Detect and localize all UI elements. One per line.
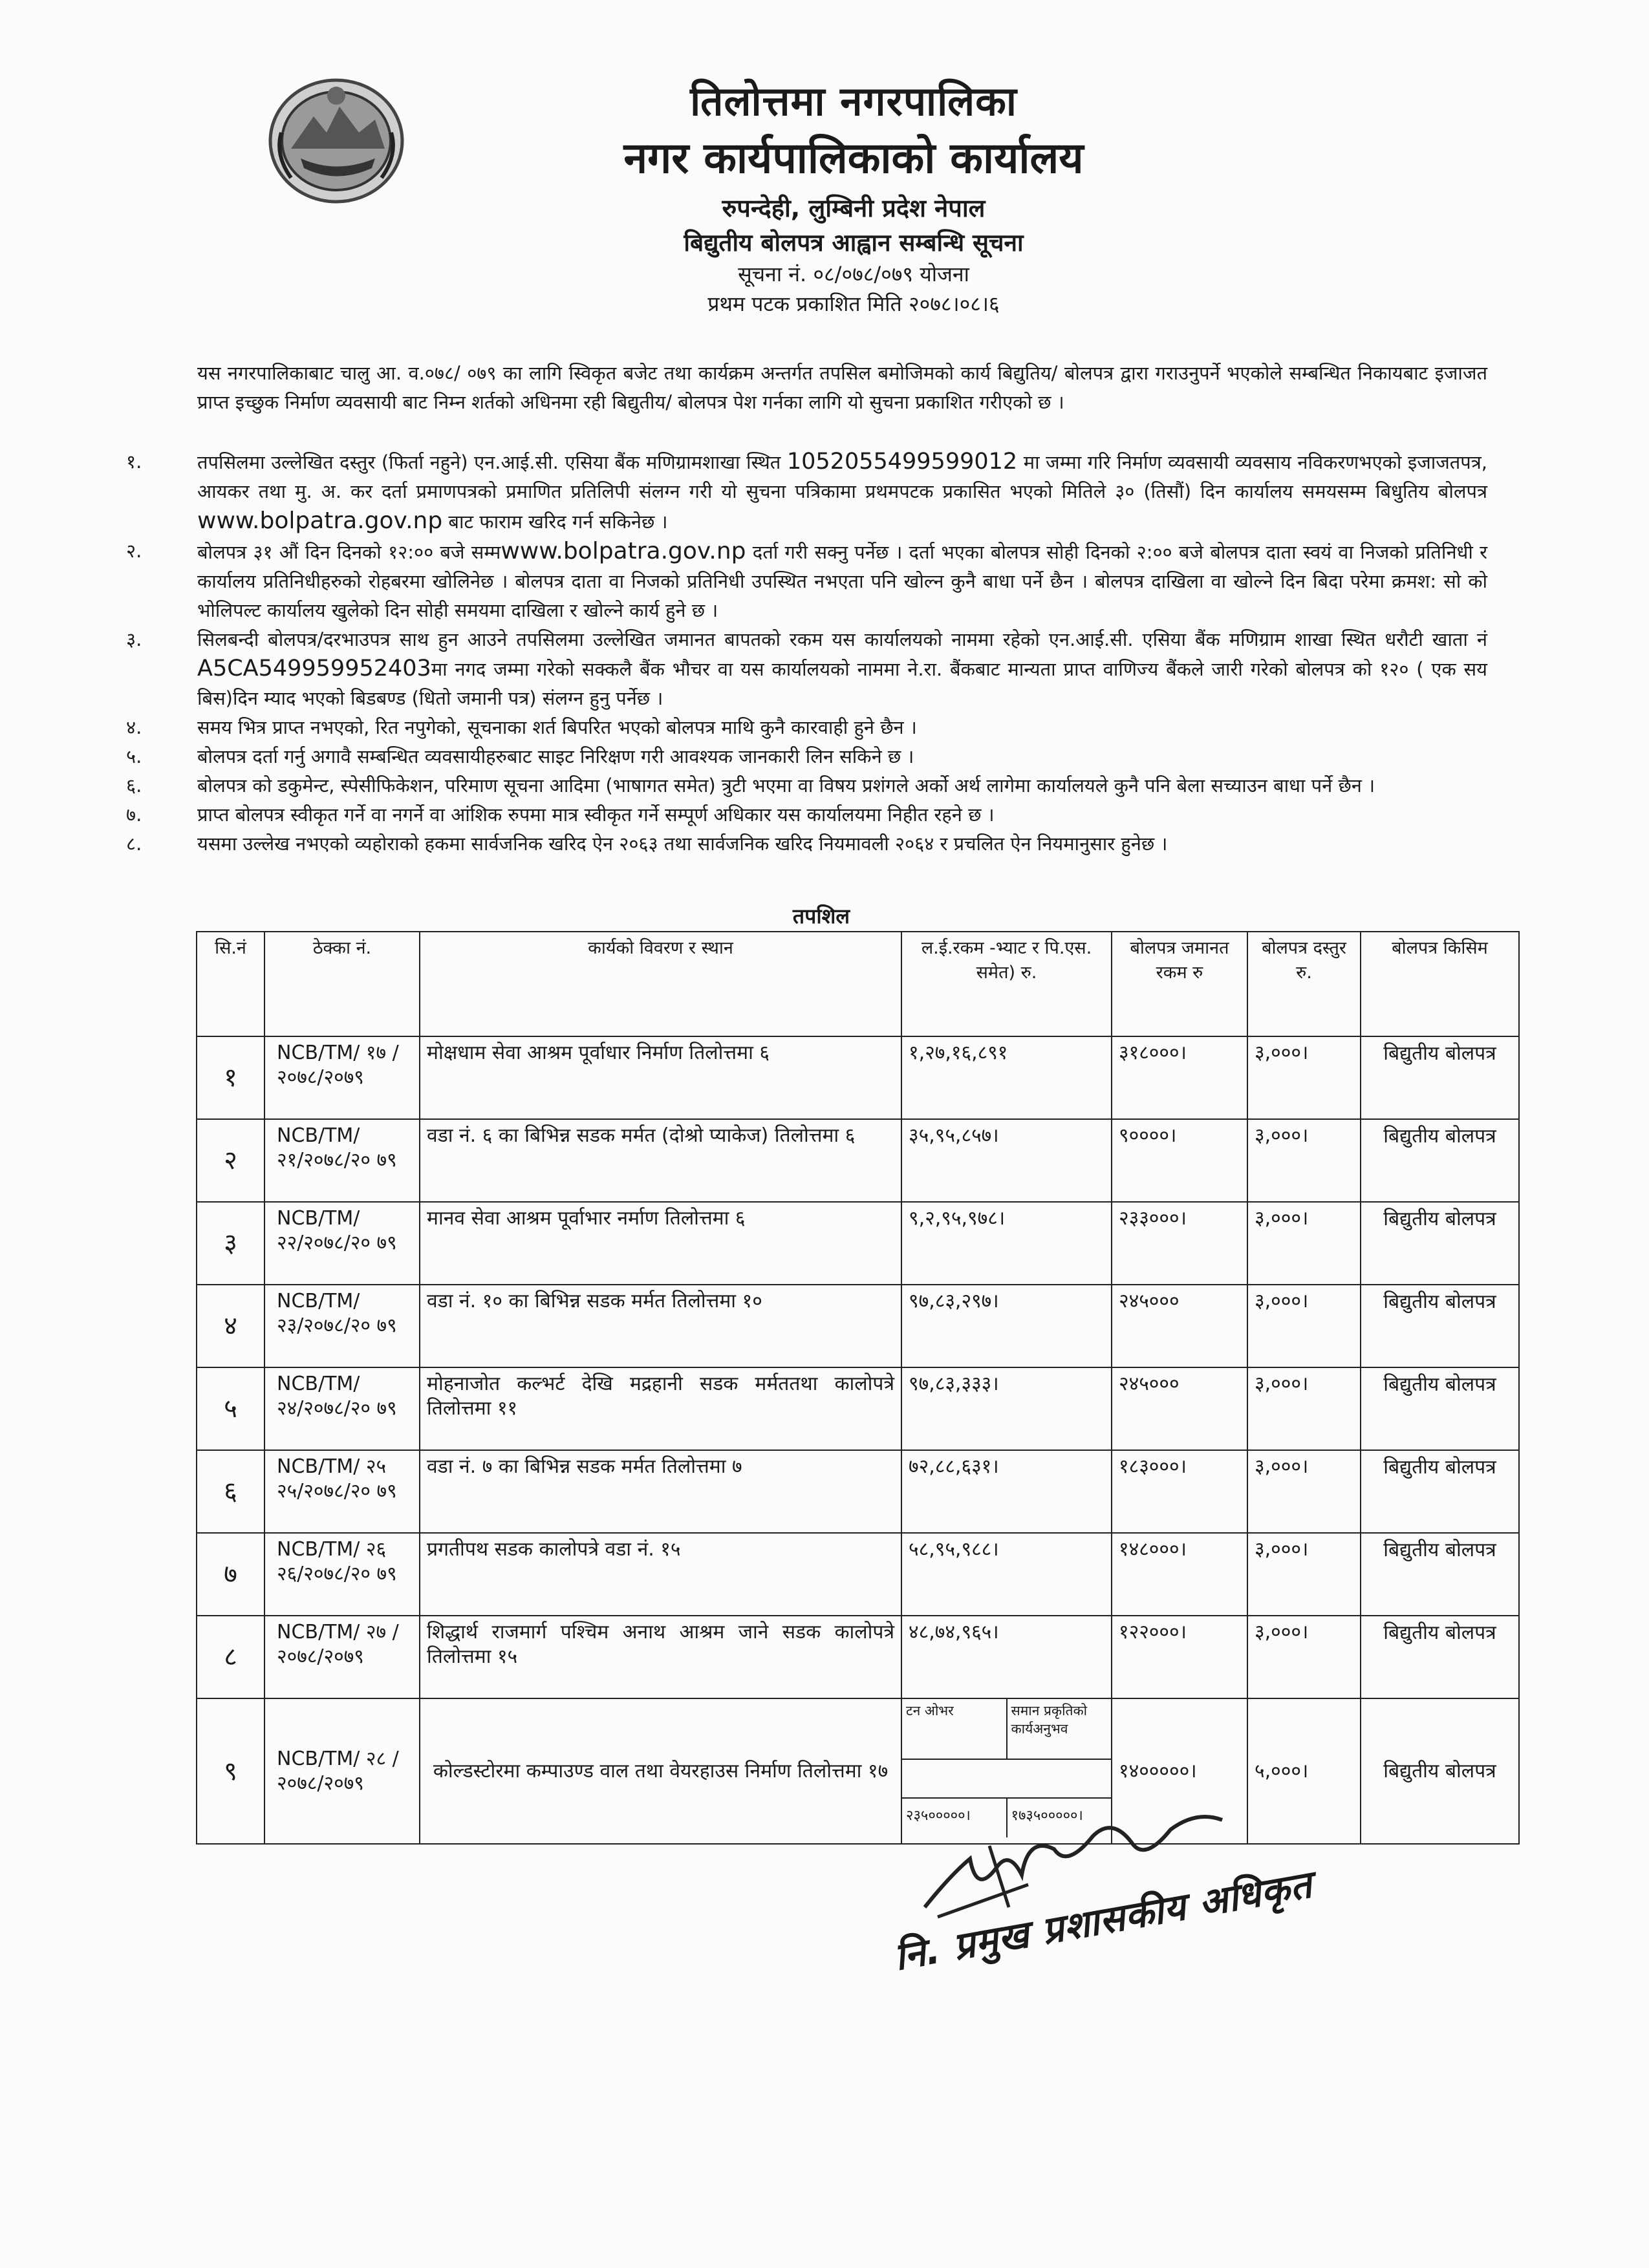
cell-sn: ४	[197, 1285, 264, 1367]
cell-security: ३१८०००।	[1112, 1036, 1247, 1119]
cell-fee: ५,०००।	[1247, 1698, 1361, 1844]
tender-table	[196, 931, 1520, 1845]
table-caption: तपशिल	[792, 904, 850, 928]
cell-sn: २	[197, 1119, 264, 1202]
condition-number: ७.	[126, 804, 142, 826]
cell-contract: NCB/TM/ २१/२०७८/२० ७९	[264, 1119, 420, 1202]
cell-type: बिद्युतीय बोलपत्र	[1361, 1450, 1519, 1533]
cell-work: कोल्डस्टोरमा कम्पाउण्ड वाल तथा वेयरहाउस निर्माण तिलोत्तमा १७	[420, 1698, 901, 1844]
condition-text: मा जम्मा गरि निर्माण व्यवसायी व्यवसाय नविकरणभएको इजाजतपत्र, आयकर तथा मु. अ. कर दर्ता प्रमाणपत्रको प्रमाणित प्रतिलिपी संलग्न गरी यो सुचना पत्रिकामा प्रथमपटक प्रकासित भएको मितिले ३० (तिसौं) दिन कार्यालय समयसम्म बिधुतिय बोलपत्र	[197, 451, 1487, 502]
cell-sn: ६	[197, 1450, 264, 1533]
turnover-label: टन ओभर	[906, 1703, 954, 1718]
cell-estimate: ४८,७४,९६५।	[901, 1616, 1112, 1698]
cell-contract: NCB/TM/ १७ /२०७८/२०७९	[264, 1036, 420, 1119]
condition-text: प्राप्त बोलपत्र स्वीकृत गर्ने वा नगर्ने वा आंशिक रुपमा मात्र स्वीकृत गर्ने सम्पूर्ण अधिकार यस कार्यालयमा निहीत रहने छ ।	[197, 804, 995, 826]
condition-text: समय भित्र प्राप्त नभएको, रित नपुगेको, सूचनाका शर्त बिपरित भएको बोलपत्र माथि कुनै कारवाही हुने छैन ।	[197, 716, 917, 738]
cell-work: मानव सेवा आश्रम पूर्वाभार नर्माण तिलोत्तमा ६	[420, 1202, 901, 1285]
deposit-account-number: A5CA549959952403	[197, 656, 431, 681]
notice-heading: बिद्युतीय बोलपत्र आह्वान सम्बन्धि सूचना	[684, 229, 1024, 257]
cell-fee: ३,०००।	[1247, 1616, 1361, 1698]
condition-item	[126, 771, 1487, 800]
letterhead	[530, 74, 1177, 319]
cell-fee: ३,०००।	[1247, 1533, 1361, 1616]
cell-sn: ८	[197, 1616, 264, 1698]
condition-text: बाट फाराम खरिद गर्न सकिनेछ ।	[442, 511, 668, 533]
cell-type: बिद्युतीय बोलपत्र	[1361, 1616, 1519, 1698]
cell-sn: ७	[197, 1533, 264, 1616]
condition-text: यसमा उल्लेख नभएको व्यहोराको हकमा सार्वजनिक खरिद ऐन २०६३ तथा सार्वजनिक खरिद नियमावली २०६४ र प्रचलित ऐन नियमानुसार हुनेछ ।	[197, 833, 1168, 855]
cell-work: मोहनाजोत कल्भर्ट देखि मद्रहानी सडक मर्मततथा कालोपत्रे तिलोत्तमा ११	[420, 1367, 901, 1450]
condition-text: तपसिलमा उल्लेखित दस्तुर (फिर्ता नहुने) एन.आई.सी. एसिया बैंक मणिग्रामशाखा स्थित	[197, 451, 787, 473]
cell-type: बिद्युतीय बोलपत्र	[1361, 1698, 1519, 1844]
cell-fee: ३,०००।	[1247, 1450, 1361, 1533]
cell-estimate: ३५,९५,८५७।	[901, 1119, 1112, 1202]
cell-fee: ३,०००।	[1247, 1367, 1361, 1450]
cell-security: १८३०००।	[1112, 1450, 1247, 1533]
cell-work: प्रगतीपथ सडक कालोपत्रे वडा नं. १५	[420, 1533, 901, 1616]
cell-estimate: ७२,८८,६३१।	[901, 1450, 1112, 1533]
column-header-security: बोलपत्र जमानत रकम रु	[1112, 932, 1247, 1036]
cell-type: बिद्युतीय बोलपत्र	[1361, 1036, 1519, 1119]
table-row	[197, 1036, 1519, 1119]
estimate-subheaders	[902, 1699, 1111, 1760]
cell-fee: ३,०००।	[1247, 1119, 1361, 1202]
condition-item	[126, 537, 1487, 625]
column-header-fee: बोलपत्र दस्तुर रु.	[1247, 932, 1361, 1036]
table-row	[197, 1450, 1519, 1533]
column-header-work: कार्यको विवरण र स्थान	[420, 932, 901, 1036]
column-header-type: बोलपत्र किसिम	[1361, 932, 1519, 1036]
cell-contract: NCB/TM/ २६ २६/२०७८/२० ७९	[264, 1533, 420, 1616]
condition-number: ४.	[126, 716, 142, 738]
table-row	[197, 1119, 1519, 1202]
condition-text: बोलपत्र को डकुमेन्ट, स्पेसीफिकेशन, परिमाण सूचना आदिमा (भाषागत समेत) त्रुटी भएमा वा विषय प्रशंगले अर्को अर्थ लागेमा कार्यालयले कुनै पनि बेला सच्याउन बाधा पर्ने छैन ।	[197, 775, 1375, 797]
signatory-title: नि. प्रमुख प्रशासकीय अधिकृत	[890, 1862, 1315, 1980]
cell-fee: ३,०००।	[1247, 1202, 1361, 1285]
bolpatra-link[interactable]: www.bolpatra.gov.np	[197, 508, 443, 534]
cell-security: १४८०००।	[1112, 1533, 1247, 1616]
cell-contract: NCB/TM/ २२/२०७८/२० ७९	[264, 1202, 420, 1285]
condition-item	[126, 625, 1487, 713]
cell-work: वडा नं. ६ का बिभिन्न सडक मर्मत (दोश्रो प्याकेज) तिलोत्तमा ६	[420, 1119, 901, 1202]
office-location: रुपन्देही, लुम्बिनी प्रदेश नेपाल	[722, 194, 986, 222]
table-header-row	[197, 932, 1519, 1036]
condition-number: ८.	[126, 833, 142, 855]
cell-contract: NCB/TM/ २४/२०७८/२० ७९	[264, 1367, 420, 1450]
column-header-sn: सि.नं	[197, 932, 264, 1036]
turnover-value: २३५०००००।	[906, 1808, 971, 1824]
condition-number: ३.	[126, 628, 142, 650]
experience-label: समान प्रकृतिको कार्यअनुभव	[1006, 1699, 1112, 1759]
condition-text: बोलपत्र ३१ औं दिन दिनको १२:०० बजे सम्म	[197, 541, 501, 563]
cell-contract: NCB/TM/ २७ /२०७८/२०७९	[264, 1616, 420, 1698]
nepal-emblem-icon	[262, 71, 411, 207]
cell-fee: ३,०००।	[1247, 1036, 1361, 1119]
cell-type: बिद्युतीय बोलपत्र	[1361, 1367, 1519, 1450]
cell-estimate: ९,२,९५,९७८।	[901, 1202, 1112, 1285]
office-name: नगर कार्यपालिकाको कार्यालय	[623, 133, 1084, 183]
cell-type: बिद्युतीय बोलपत्र	[1361, 1285, 1519, 1367]
notice-number: सूचना नं. ०८/०७८/०७९ योजना	[738, 262, 969, 286]
table-row	[197, 1367, 1519, 1450]
table-row	[197, 1285, 1519, 1367]
cell-work: शिद्धार्थ राजमार्ग पश्चिम अनाथ आश्रम जाने सडक कालोपत्रे तिलोत्तमा १५	[420, 1616, 901, 1698]
cell-estimate: ५८,९५,९८८।	[901, 1533, 1112, 1616]
condition-item	[126, 713, 1487, 742]
cell-estimate: ९७,८३,२९७।	[901, 1285, 1112, 1367]
cell-security: ९००००।	[1112, 1119, 1247, 1202]
table-row	[197, 1533, 1519, 1616]
table-row	[197, 1202, 1519, 1285]
bank-account-number: 1052055499599012	[786, 449, 1018, 475]
cell-security: १२२०००।	[1112, 1616, 1247, 1698]
experience-value: १७३५०००००।	[1006, 1799, 1112, 1837]
column-header-contract: ठेक्का नं.	[264, 932, 420, 1036]
cell-work: मोक्षधाम सेवा आश्रम पूर्वाधार निर्माण तिलोत्तमा ६	[420, 1036, 901, 1119]
cell-sn: १	[197, 1036, 264, 1119]
condition-item	[126, 829, 1487, 859]
bolpatra-link[interactable]: www.bolpatra.gov.np	[501, 538, 746, 564]
condition-number: ६.	[126, 775, 142, 797]
condition-text: दर्ता गरी सक्नु पर्नेछ । दर्ता भएका बोलपत्र सोही दिनको २:०० बजे बोलपत्र दाता स्वयं वा निजको प्रतिनिधी र कार्यालय प्रतिनिधीहरुको रोहबरमा खोलिनेछ । बोलपत्र दाता वा निजको प्रतिनिधी उपस्थित नभएता पनि खोल्न कुनै बाधा पर्ने छैन । बोलपत्र दाखिला वा खोल्ने दिन बिदा परेमा क्रमश: सो को भोलिपल्ट कार्यालय खुलेको दिन सोही समयमा दाखिला र खोल्ने कार्य हुने छ ।	[197, 541, 1487, 621]
cell-security: १४०००००।	[1112, 1698, 1247, 1844]
table-row	[197, 1616, 1519, 1698]
municipality-name: तिलोत्तमा नगरपालिका	[690, 78, 1017, 125]
condition-item	[126, 800, 1487, 829]
table-row	[197, 1698, 1519, 1844]
condition-number: ५.	[126, 745, 142, 767]
cell-security: २४५०००	[1112, 1367, 1247, 1450]
cell-work: वडा नं. १० का बिभिन्न सडक मर्मत तिलोत्तमा १०	[420, 1285, 901, 1367]
condition-number: १.	[126, 451, 142, 473]
condition-item	[126, 742, 1487, 771]
cell-contract: NCB/TM/ २५ २५/२०७८/२० ७९	[264, 1450, 420, 1533]
cell-contract: NCB/TM/ २८ /२०७८/२०७९	[264, 1698, 420, 1844]
column-header-estimate: ल.ई.रकम -भ्याट र पि.एस. समेत) रु.	[901, 932, 1112, 1036]
condition-text: सिलबन्दी बोलपत्र/दरभाउपत्र साथ हुन आउने तपसिलमा उल्लेखित जमानत बापतको रकम यस कार्यालयको नाममा रहेको एन.आई.सी. एसिया बैंक मणिग्राम शाखा स्थित धरौटी खाता नं	[197, 628, 1487, 650]
condition-number: २.	[126, 540, 142, 562]
cell-contract: NCB/TM/ २३/२०७८/२० ७९	[264, 1285, 420, 1367]
intro-paragraph: यस नगरपालिकाबाट चालु आ. व.०७८/ ०७९ का लागि स्विकृत बजेट तथा कार्यक्रम अन्तर्गत तपसिल बमोजिमको कार्य बिद्युतिय/ बोलपत्र द्वारा गराउनुपर्ने भएकोले सम्बन्धित निकायबाट इजाजत प्राप्त इच्छुक निर्माण व्यवसायी बाट निम्न शर्तको अधिनमा रही बिद्युतीय/ बोलपत्र पेश गर्नका लागि यो सुचना प्रकाशित गरीएको छ ।	[197, 362, 1487, 413]
cell-type: बिद्युतीय बोलपत्र	[1361, 1119, 1519, 1202]
publish-date: प्रथम पटक प्रकाशित मिति २०७८।०८।६	[707, 292, 1000, 316]
condition-text: मा नगद जम्मा गरेको सक्कलै बैंक भौचर वा यस कार्यालयको नाममा ने.रा. बैंकबाट मान्यता प्राप्त वाणिज्य बैंकले जारी गरेको बोलपत्र को १२० ( एक सय बिस)दिन म्याद भएको बिडबण्ड (धितो जमानी पत्र) संलग्न हुनु पर्नेछ ।	[197, 658, 1487, 709]
cell-security: २४५०००	[1112, 1285, 1247, 1367]
cell-fee: ३,०००।	[1247, 1285, 1361, 1367]
cell-type: बिद्युतीय बोलपत्र	[1361, 1202, 1519, 1285]
cell-sn: ३	[197, 1202, 264, 1285]
cell-sn: ५	[197, 1367, 264, 1450]
conditions-list	[126, 447, 1487, 859]
cell-estimate: ९७,८३,३३३।	[901, 1367, 1112, 1450]
cell-security: २३३०००।	[1112, 1202, 1247, 1285]
condition-text: बोलपत्र दर्ता गर्नु अगावै सम्बन्धित व्यवसायीहरुबाट साइट निरिक्षण गरी आवश्यक जानकारी लिन सकिने छ ।	[197, 745, 914, 767]
condition-item	[126, 447, 1487, 537]
cell-sn: ९	[197, 1698, 264, 1844]
cell-type: बिद्युतीय बोलपत्र	[1361, 1533, 1519, 1616]
cell-estimate: १,२७,१६,८९१	[901, 1036, 1112, 1119]
cell-work: वडा नं. ७ का बिभिन्न सडक मर्मत तिलोत्तमा ७	[420, 1450, 901, 1533]
